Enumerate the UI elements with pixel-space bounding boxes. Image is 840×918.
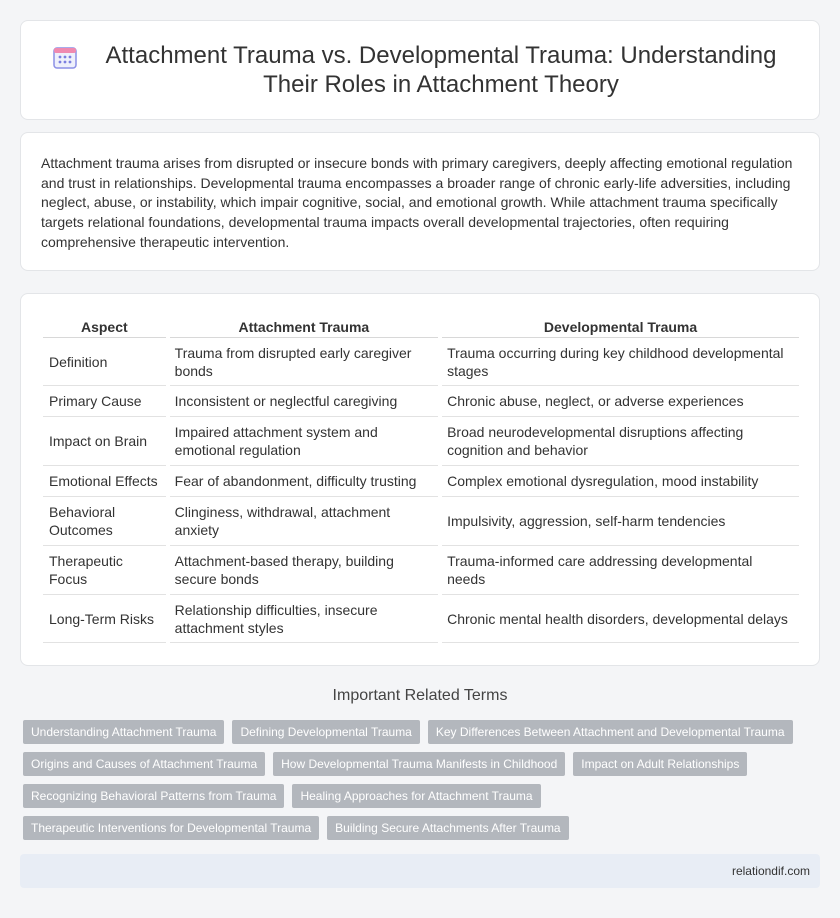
row-attachment-value: Impaired attachment system and emotional regulation	[170, 417, 438, 466]
related-term-tag[interactable]: Origins and Causes of Attachment Trauma	[23, 752, 265, 776]
row-attachment-value: Fear of abandonment, difficulty trusting	[170, 466, 438, 497]
related-term-tag[interactable]: Impact on Adult Relationships	[573, 752, 747, 776]
row-developmental-value: Impulsivity, aggression, self-harm tendencies	[442, 497, 799, 546]
related-term-tag[interactable]: Healing Approaches for Attachment Trauma	[292, 784, 540, 808]
related-term-tag[interactable]: Recognizing Behavioral Patterns from Trauma	[23, 784, 284, 808]
related-term-tag[interactable]: Therapeutic Interventions for Developmental Trauma	[23, 816, 319, 840]
row-aspect: Primary Cause	[43, 386, 166, 417]
related-terms-tags	[23, 720, 813, 848]
related-term-tag[interactable]: Defining Developmental Trauma	[232, 720, 419, 744]
row-aspect: Impact on Brain	[43, 417, 166, 466]
comparison-table	[43, 310, 799, 643]
intro-paragraph: Attachment trauma arises from disrupted or insecure bonds with primary caregivers, deeply affecting emotional regulation and trust in relationships. Developmental trauma encompasses a broader range of chronic early-life adversities, including neglect, abuse, or instability, which impair cognitive, social, and emotional growth. While attachment trauma specifically targets relational foundations, developmental trauma impacts overall developmental trajectories, often requiring comprehensive therapeutic intervention.	[41, 155, 793, 250]
row-attachment-value: Inconsistent or neglectful caregiving	[170, 386, 438, 417]
row-developmental-value: Trauma-informed care addressing developmental needs	[442, 546, 799, 595]
footer	[20, 854, 820, 888]
page-title: Attachment Trauma vs. Developmental Trauma: Understanding Their Roles in Attachment Theory	[105, 42, 777, 98]
row-aspect: Therapeutic Focus	[43, 546, 166, 595]
table-row	[43, 497, 799, 546]
table-row	[43, 338, 799, 386]
row-attachment-value: Clinginess, withdrawal, attachment anxiety	[170, 497, 438, 546]
header-aspect: Aspect	[43, 310, 166, 338]
table-row	[43, 546, 799, 595]
row-attachment-value: Attachment-based therapy, building secure bonds	[170, 546, 438, 595]
row-attachment-value: Trauma from disrupted early caregiver bonds	[170, 338, 438, 386]
row-developmental-value: Complex emotional dysregulation, mood instability	[442, 466, 799, 497]
table-row	[43, 417, 799, 466]
title-card	[20, 20, 820, 120]
row-aspect: Behavioral Outcomes	[43, 497, 166, 546]
calendar-grid-icon	[51, 43, 79, 71]
table-row	[43, 466, 799, 497]
intro-card	[20, 132, 820, 271]
row-aspect: Definition	[43, 338, 166, 386]
row-attachment-value: Relationship difficulties, insecure attachment styles	[170, 595, 438, 643]
related-terms-heading: Important Related Terms	[332, 687, 508, 704]
table-row	[43, 386, 799, 417]
table-row	[43, 595, 799, 643]
row-developmental-value: Chronic mental health disorders, developmental delays	[442, 595, 799, 643]
row-aspect: Long-Term Risks	[43, 595, 166, 643]
related-term-tag[interactable]: Key Differences Between Attachment and Developmental Trauma	[428, 720, 793, 744]
header-attachment-trauma: Attachment Trauma	[170, 310, 438, 338]
row-developmental-value: Chronic abuse, neglect, or adverse experiences	[442, 386, 799, 417]
row-aspect: Emotional Effects	[43, 466, 166, 497]
header-developmental-trauma: Developmental Trauma	[442, 310, 799, 338]
table-header-row	[43, 310, 799, 338]
footer-site-link[interactable]: relationdif.com	[731, 864, 810, 878]
related-term-tag[interactable]: How Developmental Trauma Manifests in Childhood	[273, 752, 565, 776]
comparison-table-card	[20, 293, 820, 666]
row-developmental-value: Broad neurodevelopmental disruptions affecting cognition and behavior	[442, 417, 799, 466]
related-term-tag[interactable]: Understanding Attachment Trauma	[23, 720, 224, 744]
related-term-tag[interactable]: Building Secure Attachments After Trauma	[327, 816, 568, 840]
row-developmental-value: Trauma occurring during key childhood developmental stages	[442, 338, 799, 386]
